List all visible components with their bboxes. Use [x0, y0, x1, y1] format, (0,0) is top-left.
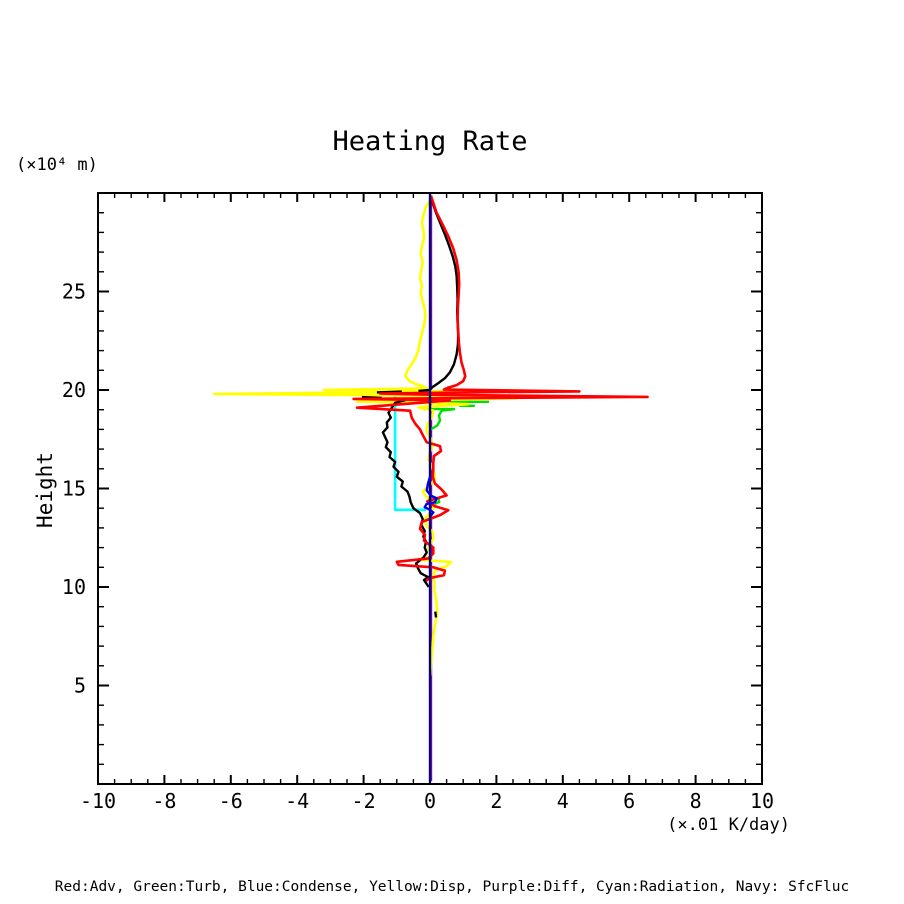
y-tick-label: 25 [61, 279, 86, 304]
x-tick-label: 0 [423, 789, 437, 813]
x-tick-label: -10 [79, 789, 117, 813]
x-tick-label: -6 [218, 789, 243, 813]
y-axis-title: Height [33, 452, 57, 528]
series-black-line [435, 612, 436, 618]
series-disp-line [214, 195, 516, 676]
series-black-line [418, 196, 458, 391]
x-tick-label: -4 [285, 789, 310, 813]
y-tick-label: 5 [73, 673, 86, 698]
y-axis-unit-label: (×10⁴ m) [16, 155, 98, 175]
x-tick-label: -8 [152, 789, 177, 813]
x-tick-label: 8 [689, 789, 702, 813]
y-tick-label: 15 [61, 476, 86, 501]
y-tick-label: 20 [61, 378, 86, 402]
x-tick-label: 4 [556, 789, 569, 813]
y-tick-label: 10 [61, 575, 86, 599]
series-turb-line [431, 409, 455, 429]
legend-caption: Red:Adv, Green:Turb, Blue:Condense, Yellow:Disp, Purple:Diff, Cyan:Radiation, Navy: SfcFluc [54, 879, 850, 895]
x-tick-label: 2 [490, 789, 503, 813]
x-tick-label: 6 [623, 789, 636, 813]
x-axis-unit-label: (×.01 K/day) [667, 815, 790, 835]
x-tick-label: -2 [351, 789, 376, 813]
chart-title: Heating Rate [332, 126, 528, 157]
x-tick-label: 10 [749, 789, 775, 813]
